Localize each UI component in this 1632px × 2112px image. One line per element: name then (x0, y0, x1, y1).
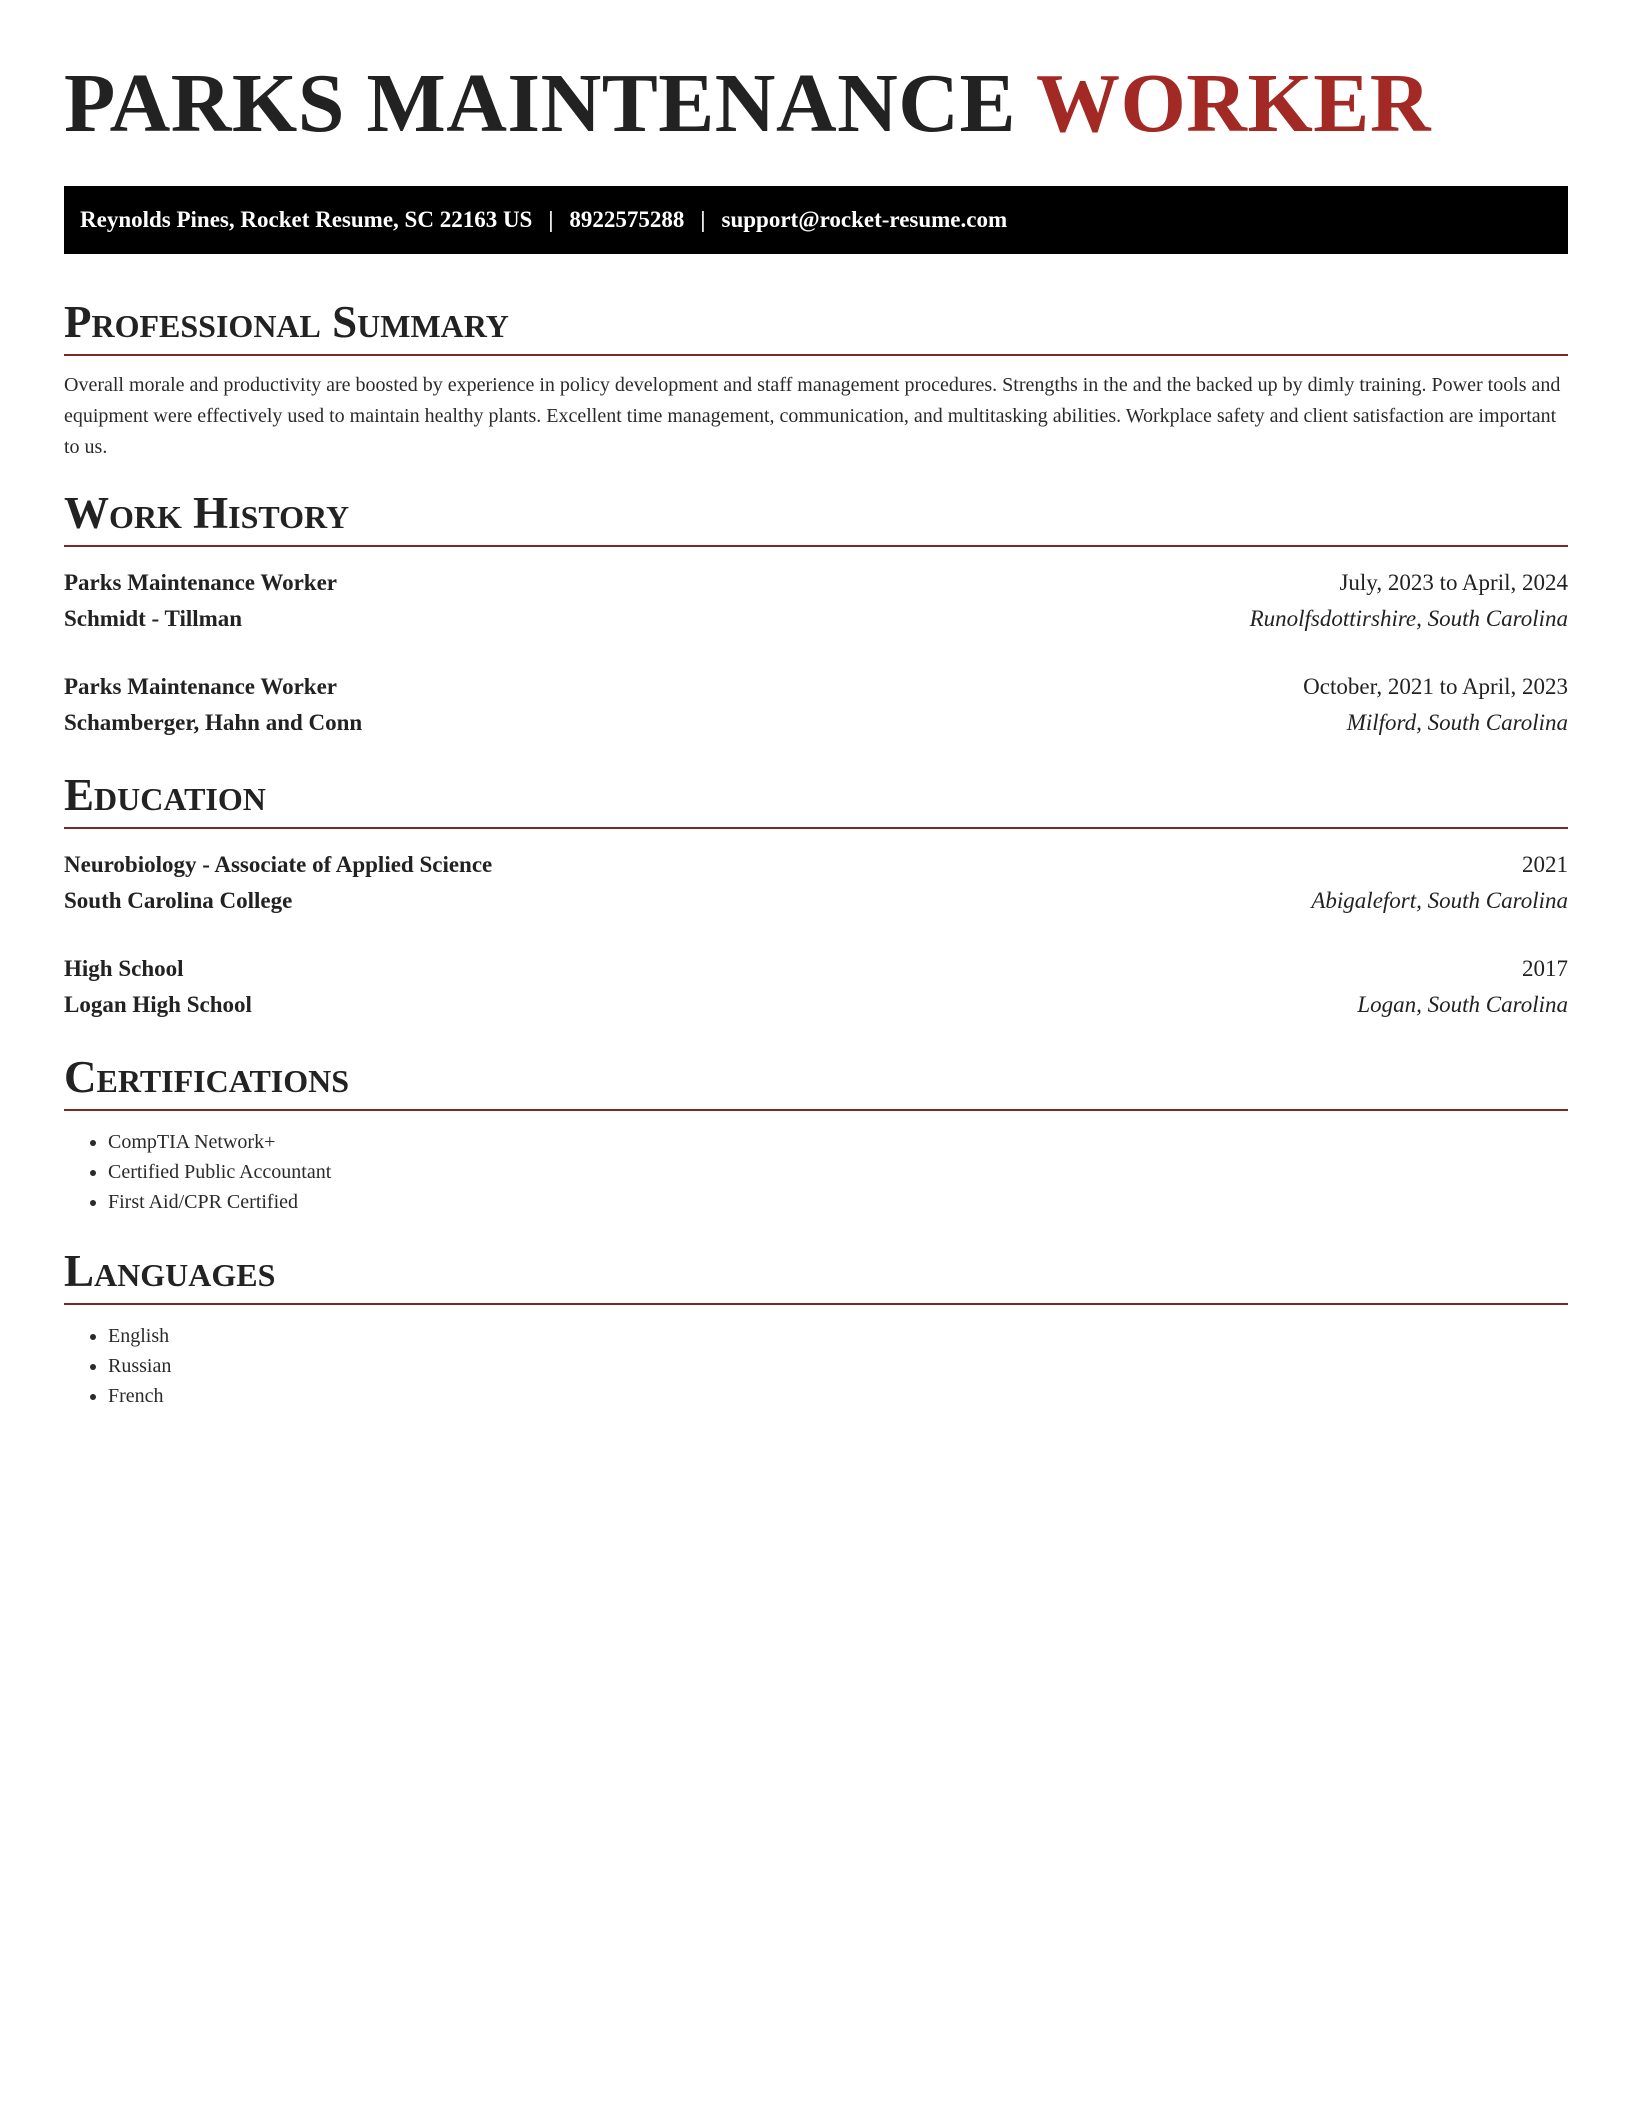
job-title: Parks Maintenance Worker (64, 674, 337, 699)
education-heading: Education (64, 767, 1568, 829)
graduation-year: 2021 (1522, 852, 1568, 877)
list-item: • First Aid/CPR Certified (108, 1187, 1568, 1217)
summary-text: Overall morale and productivity are boosted by experience in policy development and staff management procedures. Strengths in the and the backed up by dimly training. Power tools and equipment were effectively used to maintain healthy plants. Excellent time management, communication, and multitasking abilities. Workplace safety and client satisfaction are important to us. (64, 374, 1561, 458)
contact-separator: | (548, 207, 554, 232)
contact-phone[interactable]: 8922575288 (569, 207, 685, 232)
job-dates: October, 2021 to April, 2023 (1303, 674, 1568, 699)
languages-heading: Languages (64, 1243, 1568, 1305)
graduation-year: 2017 (1522, 956, 1568, 981)
contact-bar (64, 186, 1568, 254)
work-entry (64, 669, 1568, 741)
education-entry (64, 951, 1568, 1023)
list-item: • Russian (108, 1351, 1568, 1381)
job-dates: July, 2023 to April, 2024 (1339, 570, 1568, 595)
contact-email[interactable]: support@rocket-resume.com (721, 207, 1008, 232)
degree: High School (64, 956, 184, 981)
list-item: • Certified Public Accountant (108, 1157, 1568, 1187)
work-entry (64, 565, 1568, 637)
languages-list (64, 1321, 1568, 1411)
title-accent: WORKER (1035, 57, 1431, 150)
job-company: Schamberger, Hahn and Conn (64, 710, 363, 735)
page-title (64, 0, 1568, 158)
certifications-list (64, 1127, 1568, 1217)
job-location: Runolfsdottirshire, South Carolina (1249, 606, 1568, 631)
education-entry (64, 847, 1568, 919)
school-name: Logan High School (64, 992, 252, 1017)
job-location: Milford, South Carolina (1346, 710, 1568, 735)
school-name: South Carolina College (64, 888, 293, 913)
title-main: PARKS MAINTENANCE (64, 57, 1016, 150)
school-location: Logan, South Carolina (1357, 992, 1568, 1017)
list-item: • French (108, 1381, 1568, 1411)
contact-address: Reynolds Pines, Rocket Resume, SC 22163 US (80, 207, 533, 232)
certifications-heading: Certifications (64, 1049, 1568, 1111)
job-company: Schmidt - Tillman (64, 606, 243, 631)
job-title: Parks Maintenance Worker (64, 570, 337, 595)
school-location: Abigalefort, South Carolina (1311, 888, 1568, 913)
work-history-heading: Work History (64, 485, 1568, 547)
degree: Neurobiology - Associate of Applied Science (64, 852, 493, 877)
contact-separator: | (700, 207, 706, 232)
list-item: • CompTIA Network+ (108, 1127, 1568, 1157)
summary-heading: Professional Summary (64, 294, 1568, 356)
list-item: • English (108, 1321, 1568, 1351)
